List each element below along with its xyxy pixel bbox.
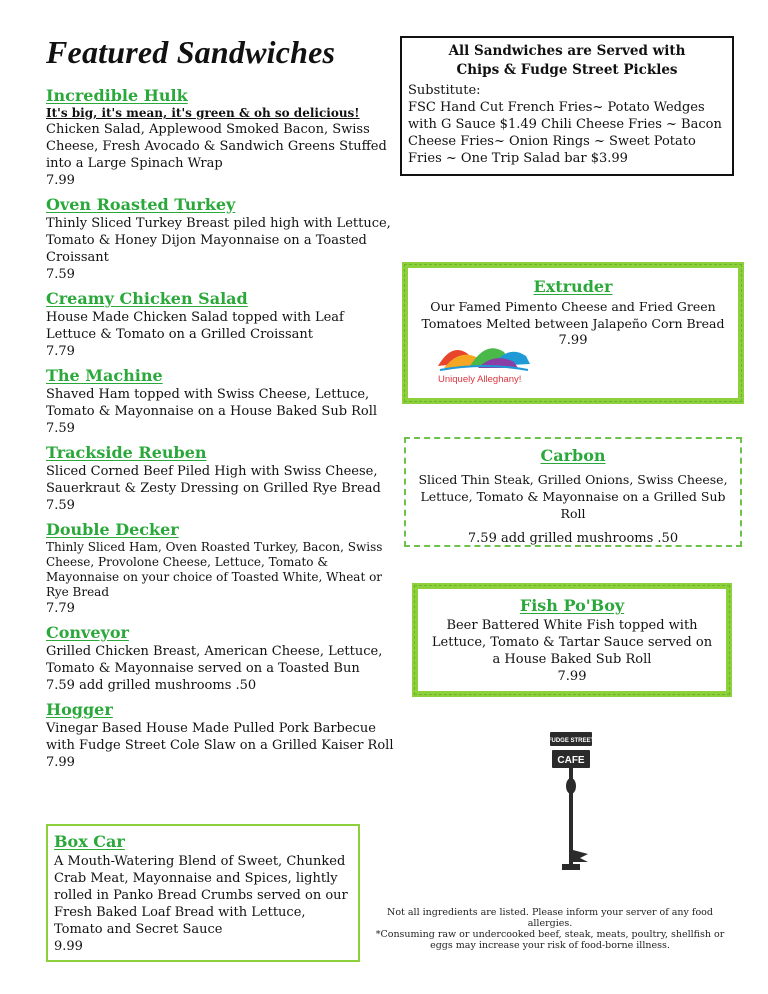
item-price: 9.99: [54, 939, 83, 954]
sign-top-text: FUDGE STREET: [547, 738, 595, 744]
item-description: Thinly Sliced Turkey Breast piled high with Lettuce, Tomato & Honey Dijon Mayonnaise on a Toasted Croissant: [46, 216, 391, 265]
item-price: 7.99: [46, 755, 75, 770]
menu-item-the-machine: [46, 366, 396, 437]
item-name: Carbon: [540, 446, 606, 465]
item-price: 7.79: [46, 601, 75, 616]
item-price: 7.59 add grilled mushrooms .50: [467, 531, 679, 546]
item-description: Vinegar Based House Made Pulled Pork Barbecue with Fudge Street Cole Slaw on a Grilled Kaiser Roll: [46, 721, 394, 753]
item-description: House Made Chicken Salad topped with Leaf Lettuce & Tomato on a Grilled Croissant: [46, 310, 344, 342]
item-name: The Machine: [46, 366, 163, 385]
sign-flag: [573, 850, 588, 862]
sides-heading-line2: Chips & Fudge Street Pickles: [456, 62, 678, 78]
item-price: 7.59: [46, 267, 75, 282]
fudge-street-cafe-sign: [546, 728, 596, 876]
sides-heading-line1: All Sandwiches are Served with: [448, 43, 686, 59]
menu-item-oven-roasted-turkey: [46, 195, 396, 283]
sides-info-box: [400, 36, 734, 176]
box-car-feature-box: [46, 824, 360, 962]
item-description: Sliced Corned Beef Piled High with Swiss Cheese, Sauerkraut & Zesty Dressing on Grilled Rye Bread: [46, 464, 381, 496]
item-description: Thinly Sliced Ham, Oven Roasted Turkey, Bacon, Swiss Cheese, Provolone Cheese, Lettuce, Tomato & Mayonnaise on your choice of Toasted White, Wheat or Rye Bread: [46, 540, 383, 599]
item-name: Creamy Chicken Salad: [46, 289, 248, 308]
item-price: 7.99: [557, 669, 587, 684]
item-description: Chicken Salad, Applewood Smoked Bacon, Swiss Cheese, Fresh Avocado & Sandwich Greens Stuffed into a Large Spinach Wrap: [46, 122, 387, 171]
item-name: Conveyor: [46, 623, 129, 642]
uniquely-alleghany-logo: [434, 332, 534, 388]
menu-item-trackside-reuben: [46, 443, 396, 514]
item-description: Shaved Ham topped with Swiss Cheese, Lettuce, Tomato & Mayonnaise on a House Baked Sub Roll: [46, 387, 378, 419]
sides-heading: [408, 42, 726, 80]
item-name: Fish Po'Boy: [519, 596, 625, 615]
item-tagline: It's big, it's mean, it's green & oh so delicious!: [46, 106, 360, 120]
sign-pole-bulge: [566, 778, 576, 794]
disclaimer: [370, 907, 730, 951]
item-name: Box Car: [54, 832, 125, 851]
sandwich-list: [46, 86, 396, 777]
food-safety-notice: *Consuming raw or undercooked beef, steak, meats, poultry, shellfish or eggs may increase your risk of food-borne illness.: [375, 929, 725, 951]
item-price: 7.59: [46, 421, 75, 436]
substitute-label: Substitute:: [408, 83, 481, 98]
item-description: Sliced Thin Steak, Grilled Onions, Swiss Cheese, Lettuce, Tomato & Mayonnaise on a Grilled Sub Roll: [418, 472, 728, 521]
logo-text: Uniquely Alleghany!: [438, 374, 522, 385]
allergy-notice: Not all ingredients are listed. Please inform your server of any food allergies.: [387, 907, 713, 929]
sign-bottom-text: CAFE: [557, 755, 585, 766]
item-price: 7.59: [46, 498, 75, 513]
item-name: Double Decker: [46, 520, 179, 539]
item-name: Extruder: [533, 277, 613, 296]
menu-item-creamy-chicken-salad: [46, 289, 396, 360]
menu-item-incredible-hulk: [46, 86, 396, 189]
menu-item-double-decker: [46, 520, 396, 617]
item-name: Trackside Reuben: [46, 443, 207, 462]
sign-base: [562, 864, 580, 870]
page-title: Featured Sandwiches: [46, 34, 336, 70]
item-description: Beer Battered White Fish topped with Lettuce, Tomato & Tartar Sauce served on a House Baked Sub Roll: [431, 618, 713, 667]
substitute-section: [408, 82, 726, 167]
item-price: 7.99: [46, 173, 75, 188]
item-description: Grilled Chicken Breast, American Cheese, Lettuce, Tomato & Mayonnaise served on a Toasted Bun: [46, 644, 383, 676]
item-name: Incredible Hulk: [46, 86, 188, 105]
item-price: 7.79: [46, 344, 75, 359]
menu-item-conveyor: [46, 623, 396, 694]
substitute-options: FSC Hand Cut French Fries~ Potato Wedges with G Sauce $1.49 Chili Cheese Fries ~ Bacon Cheese Fries~ Onion Rings ~ Sweet Potato Fries ~ One Trip Salad bar $3.99: [408, 100, 722, 166]
carbon-feature-box: [404, 437, 742, 547]
item-name: Hogger: [46, 700, 113, 719]
fish-poboy-feature-box: [412, 583, 732, 697]
item-description: Our Famed Pimento Cheese and Fried Green Tomatoes Melted between Jalapeño Corn Bread: [421, 299, 725, 331]
item-price: 7.99: [558, 333, 588, 348]
item-price: 7.59 add grilled mushrooms .50: [46, 678, 257, 693]
menu-item-hogger: [46, 700, 396, 771]
item-description: A Mouth-Watering Blend of Sweet, Chunked Crab Meat, Mayonnaise and Spices, lightly rolled in Panko Bread Crumbs served on our Fresh Baked Loaf Bread with Lettuce, Tomato and Secret Sauce: [54, 854, 348, 937]
item-name: Oven Roasted Turkey: [46, 195, 236, 214]
